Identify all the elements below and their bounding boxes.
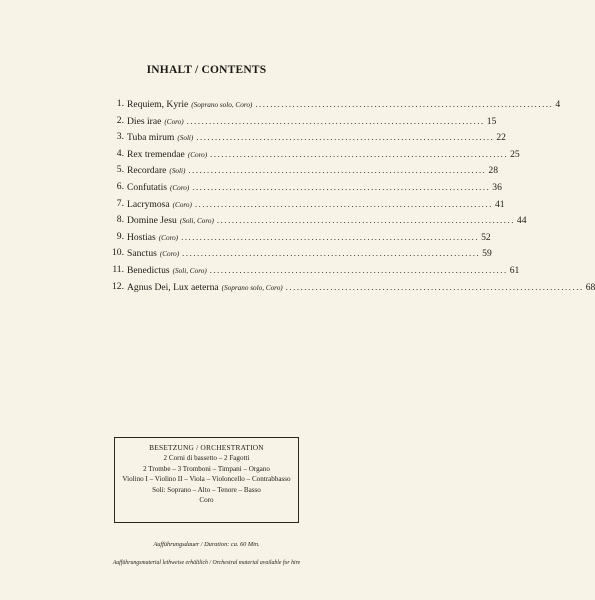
dot-leader: ................................................................................ [192,181,491,192]
dot-leader: ................................................................................ [210,148,509,159]
toc-entry-page: 41 [494,198,505,210]
toc-entry-title: Agnus Dei, Lux aeterna [127,281,219,293]
toc-entry [107,229,491,246]
orchestration-line: Violino I – Violino II – Viola – Violoncello – Contrabbasso [122,475,291,484]
toc-entry-title: Hostias [127,231,156,243]
toc-entry-title: Domine Jesu [127,215,177,227]
toc-entry-page: 44 [516,215,527,227]
toc-entry-page: 61 [509,264,520,276]
toc-entry-title: Lacrymosa [127,198,170,210]
toc-entry-number: 8. [116,214,124,226]
orchestration-line: Coro [199,496,214,505]
toc-entry-title: Requiem, Kyrie [127,99,189,110]
toc-entry-number: 10. [112,247,124,259]
dot-leader: ................................................................................ [188,165,487,176]
toc-entry-voicing: (Coro) [159,250,180,259]
toc-entry-number: 2. [116,114,124,126]
duration-note: Aufführungsdauer / Duration: ca. 60 Min. [153,541,260,548]
toc-entry-title: Benedictus [127,264,170,276]
toc-entry-page: 28 [488,165,498,177]
toc-entry-voicing: (Coro) [158,233,179,242]
toc-entry-number: 9. [116,230,124,242]
toc-entry-voicing: (Coro) [164,117,184,126]
toc-entry-title: Sanctus [127,248,157,260]
dot-leader: ................................................................................ [186,115,485,126]
dot-leader: ................................................................................ [196,132,495,143]
orchestration-line: Soli: Soprano – Alto – Tenore – Basso [152,485,261,494]
orchestration-heading: BESETZUNG / ORCHESTRATION [149,443,264,452]
toc-entry-page: 59 [482,248,492,260]
toc-entry [107,245,492,262]
toc-entry [107,113,497,130]
dot-leader: ................................................................................ [181,231,480,242]
table-of-contents [107,96,595,295]
dot-leader: ................................................................................ [285,281,584,292]
toc-entry [107,162,498,179]
toc-entry [107,262,520,279]
toc-entry-voicing: (Soprano solo, Coro) [221,283,283,292]
toc-entry-number: 6. [116,180,124,192]
toc-entry-page: 15 [486,115,497,127]
orchestration-box [114,437,299,523]
toc-entry [107,129,506,146]
dot-leader: ................................................................................ [194,198,493,209]
dot-leader: ................................................................................ [209,264,508,275]
toc-entry-number: 7. [116,197,124,209]
toc-entry-number: 1. [116,98,124,109]
toc-entry-page: 25 [510,148,520,160]
page-title: INHALT / CONTENTS [146,64,267,76]
toc-entry [107,196,505,213]
toc-entry-voicing: (Coro) [169,183,190,192]
toc-entry-title: Recordare [127,165,167,177]
toc-entry-number: 5. [116,164,124,176]
toc-entry-voicing: (Soli) [169,167,186,176]
orchestration-line: 2 Trombe – 3 Tromboni – Timpani – Organo [143,464,270,473]
toc-entry-voicing: (Soli, Coro) [172,266,207,275]
toc-entry-number: 3. [116,131,124,143]
toc-entry [107,96,561,113]
toc-entry-page: 4 [555,99,561,110]
toc-entry-title: Tuba mirum [127,132,175,144]
toc-entry [107,179,502,196]
orchestration-line: 2 Corni di bassetto – 2 Fagotti [163,454,250,463]
toc-entry-page: 36 [492,181,502,193]
toc-entry-voicing: (Soli, Coro) [179,217,214,226]
dot-leader: ................................................................................ [182,248,481,259]
toc-entry-voicing: (Coro) [172,200,192,209]
toc-entry-number: 12. [112,280,124,292]
toc-entry-title: Confutatis [127,181,167,193]
toc-entry-page: 68 [585,281,595,293]
toc-entry-page: 22 [496,132,506,144]
toc-entry-number: 11. [112,263,124,275]
toc-entry-title: Rex tremendae [127,148,185,160]
toc-entry-page: 52 [481,231,491,243]
dot-leader: ................................................................................ [255,99,554,109]
toc-entry-number: 4. [116,147,124,159]
hire-note: Aufführungsmaterial leihweise erhältlich / Orchestral material available for hire [112,560,301,566]
toc-entry-voicing: (Coro) [187,150,208,159]
toc-entry-title: Dies irae [127,115,162,127]
toc-entry-voicing: (Soli) [177,134,194,143]
toc-entry [107,146,520,163]
toc-entry [107,212,527,229]
toc-entry-voicing: (Soprano solo, Coro) [191,101,253,109]
dot-leader: ................................................................................ [216,215,515,226]
toc-entry [107,279,595,296]
